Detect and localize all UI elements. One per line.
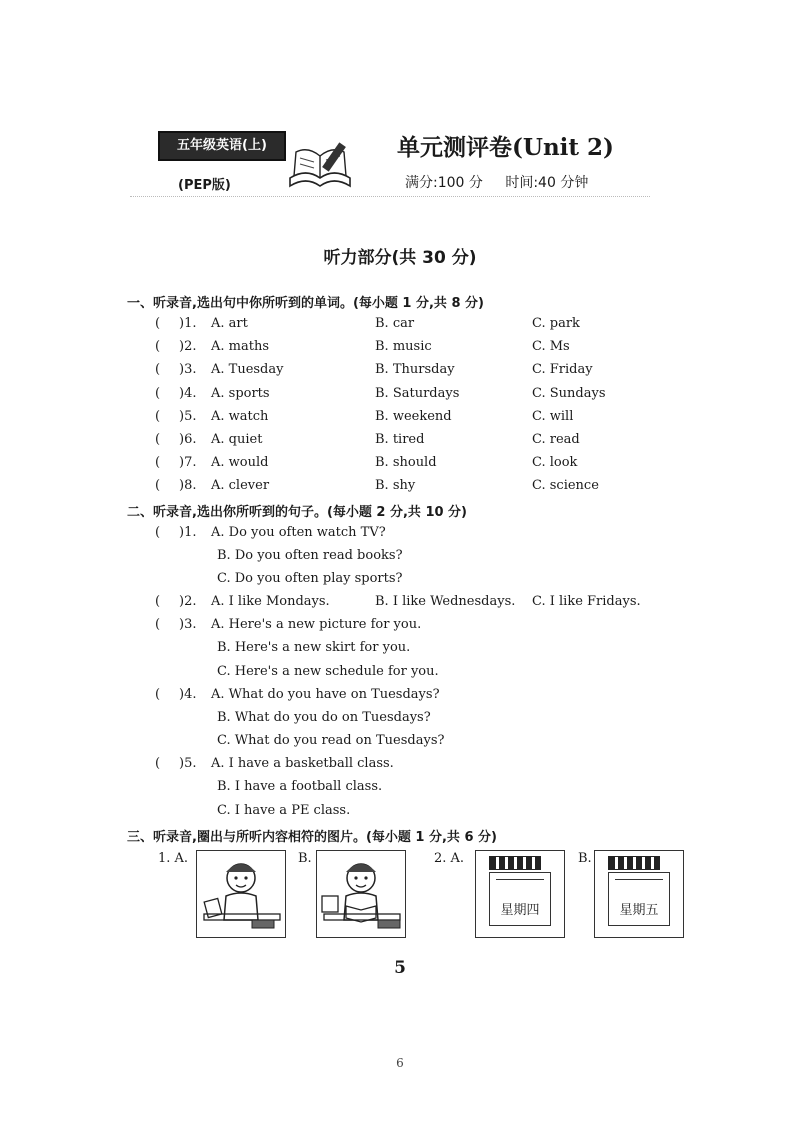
s3-q2-option-b-label: B. — [578, 851, 592, 866]
s2-q4 — [155, 687, 440, 702]
option-a: A. clever — [211, 478, 270, 493]
answer-blank[interactable]: ( — [155, 455, 161, 470]
boy-reading-icon — [316, 850, 406, 938]
answer-blank[interactable]: ( — [155, 316, 161, 331]
full-score: 满分:100 分 — [405, 175, 483, 191]
option-a: A. Tuesday — [211, 362, 284, 377]
answer-blank[interactable]: ( — [155, 687, 161, 702]
answer-blank[interactable]: ( — [155, 386, 161, 401]
s1-question-4 — [155, 386, 270, 401]
s3-q1-option-b-label: B. — [298, 851, 312, 866]
answer-blank[interactable]: ( — [155, 525, 161, 540]
option-c: C. park — [532, 316, 580, 331]
option-c: C. Sundays — [532, 386, 606, 401]
day-label: 星期四 — [500, 903, 540, 918]
answer-blank[interactable]: ( — [155, 432, 161, 447]
s2-q4-option-b: B. What do you do on Tuesdays? — [217, 710, 431, 725]
option-c: C. will — [532, 409, 574, 424]
answer-blank[interactable]: ( — [155, 362, 161, 377]
question-number: )3. — [179, 617, 197, 632]
picture-schedule-thursday[interactable] — [475, 850, 565, 938]
s2-q1-option-c: C. Do you often play sports? — [217, 571, 403, 586]
section-3-heading: 三、听录音,圈出与所听内容相符的图片。(每小题 1 分,共 6 分) — [127, 830, 497, 845]
question-number: )4. — [179, 687, 197, 702]
option-b: B. Thursday — [375, 362, 455, 377]
s2-q5 — [155, 756, 394, 771]
s2-q2 — [155, 594, 330, 609]
question-number: )7. — [179, 455, 197, 470]
book-pen-icon — [286, 138, 358, 190]
picture-boy-reading[interactable] — [316, 850, 406, 938]
option-c: C. read — [532, 432, 580, 447]
picture-boy-drawing[interactable] — [196, 850, 286, 938]
option-b: B. music — [375, 339, 432, 354]
s1-question-2 — [155, 339, 269, 354]
s2-q3-option-b: B. Here's a new skirt for you. — [217, 640, 411, 655]
option-a: A. sports — [211, 386, 270, 401]
schedule-board — [489, 872, 551, 926]
answer-blank[interactable]: ( — [155, 756, 161, 771]
s2-q1 — [155, 525, 386, 540]
option-a: A. What do you have on Tuesdays? — [211, 687, 440, 702]
option-a: A. quiet — [211, 432, 263, 447]
question-number: )5. — [179, 756, 197, 771]
option-a: A. I like Mondays. — [211, 594, 330, 609]
option-c: C. science — [532, 478, 599, 493]
option-b: B. weekend — [375, 409, 452, 424]
schedule-board — [608, 872, 670, 926]
section-2-heading: 二、听录音,选出你所听到的句子。(每小题 2 分,共 10 分) — [127, 505, 467, 520]
s2-q2-option-b: B. I like Wednesdays. — [375, 594, 516, 609]
day-label: 星期五 — [619, 903, 659, 918]
question-number: )1. — [179, 316, 197, 331]
page-title: 单元测评卷(Unit 2) — [397, 134, 614, 161]
s1-question-1 — [155, 316, 248, 331]
option-b: B. tired — [375, 432, 425, 447]
picture-schedule-friday[interactable] — [594, 850, 684, 938]
edition-label: (PEP版) — [178, 178, 231, 193]
exam-time: 时间:40 分钟 — [505, 175, 589, 191]
boy-drawing-icon — [196, 850, 286, 938]
option-c: C. look — [532, 455, 578, 470]
answer-blank[interactable]: ( — [155, 594, 161, 609]
s2-q2-option-c: C. I like Fridays. — [532, 594, 641, 609]
option-c: C. Ms — [532, 339, 570, 354]
question-number: )1. — [179, 525, 197, 540]
exam-meta — [405, 172, 606, 192]
s2-q3 — [155, 617, 421, 632]
s2-q5-option-c: C. I have a PE class. — [217, 803, 351, 818]
s1-question-7 — [155, 455, 268, 470]
s1-question-6 — [155, 432, 262, 447]
clapper-stripe — [489, 856, 541, 870]
section-1-heading: 一、听录音,选出句中你所听到的单词。(每小题 1 分,共 8 分) — [127, 296, 484, 311]
s1-question-8 — [155, 478, 269, 493]
option-a: A. maths — [211, 339, 269, 354]
s2-q4-option-c: C. What do you read on Tuesdays? — [217, 733, 445, 748]
question-number: )3. — [179, 362, 197, 377]
footer-number: 6 — [396, 1056, 404, 1070]
option-b: B. should — [375, 455, 437, 470]
part-title: 听力部分(共 30 分) — [323, 248, 477, 268]
header-divider — [130, 196, 650, 197]
answer-blank[interactable]: ( — [155, 478, 161, 493]
option-b: B. shy — [375, 478, 416, 493]
grade-badge: 五年级英语(上) — [158, 131, 286, 161]
question-number: )2. — [179, 594, 197, 609]
question-number: )8. — [179, 478, 197, 493]
s2-q5-option-b: B. I have a football class. — [217, 779, 383, 794]
page-number: 5 — [394, 958, 406, 978]
question-number: )2. — [179, 339, 197, 354]
s3-q1-label: 1. A. — [158, 851, 189, 866]
clapper-stripe — [608, 856, 660, 870]
option-a: A. Here's a new picture for you. — [211, 617, 422, 632]
option-b: B. Saturdays — [375, 386, 460, 401]
option-b: B. car — [375, 316, 415, 331]
question-number: )5. — [179, 409, 197, 424]
answer-blank[interactable]: ( — [155, 339, 161, 354]
option-c: C. Friday — [532, 362, 593, 377]
answer-blank[interactable]: ( — [155, 409, 161, 424]
question-number: )6. — [179, 432, 197, 447]
option-a: A. Do you often watch TV? — [211, 525, 386, 540]
option-a: A. I have a basketball class. — [211, 756, 394, 771]
s2-q1-option-b: B. Do you often read books? — [217, 548, 403, 563]
answer-blank[interactable]: ( — [155, 617, 161, 632]
question-number: )4. — [179, 386, 197, 401]
option-a: A. art — [211, 316, 248, 331]
s1-question-3 — [155, 362, 283, 377]
s3-q2-label: 2. A. — [434, 851, 465, 866]
option-a: A. would — [211, 455, 269, 470]
s2-q3-option-c: C. Here's a new schedule for you. — [217, 664, 439, 679]
s1-question-5 — [155, 409, 268, 424]
option-a: A. watch — [211, 409, 269, 424]
